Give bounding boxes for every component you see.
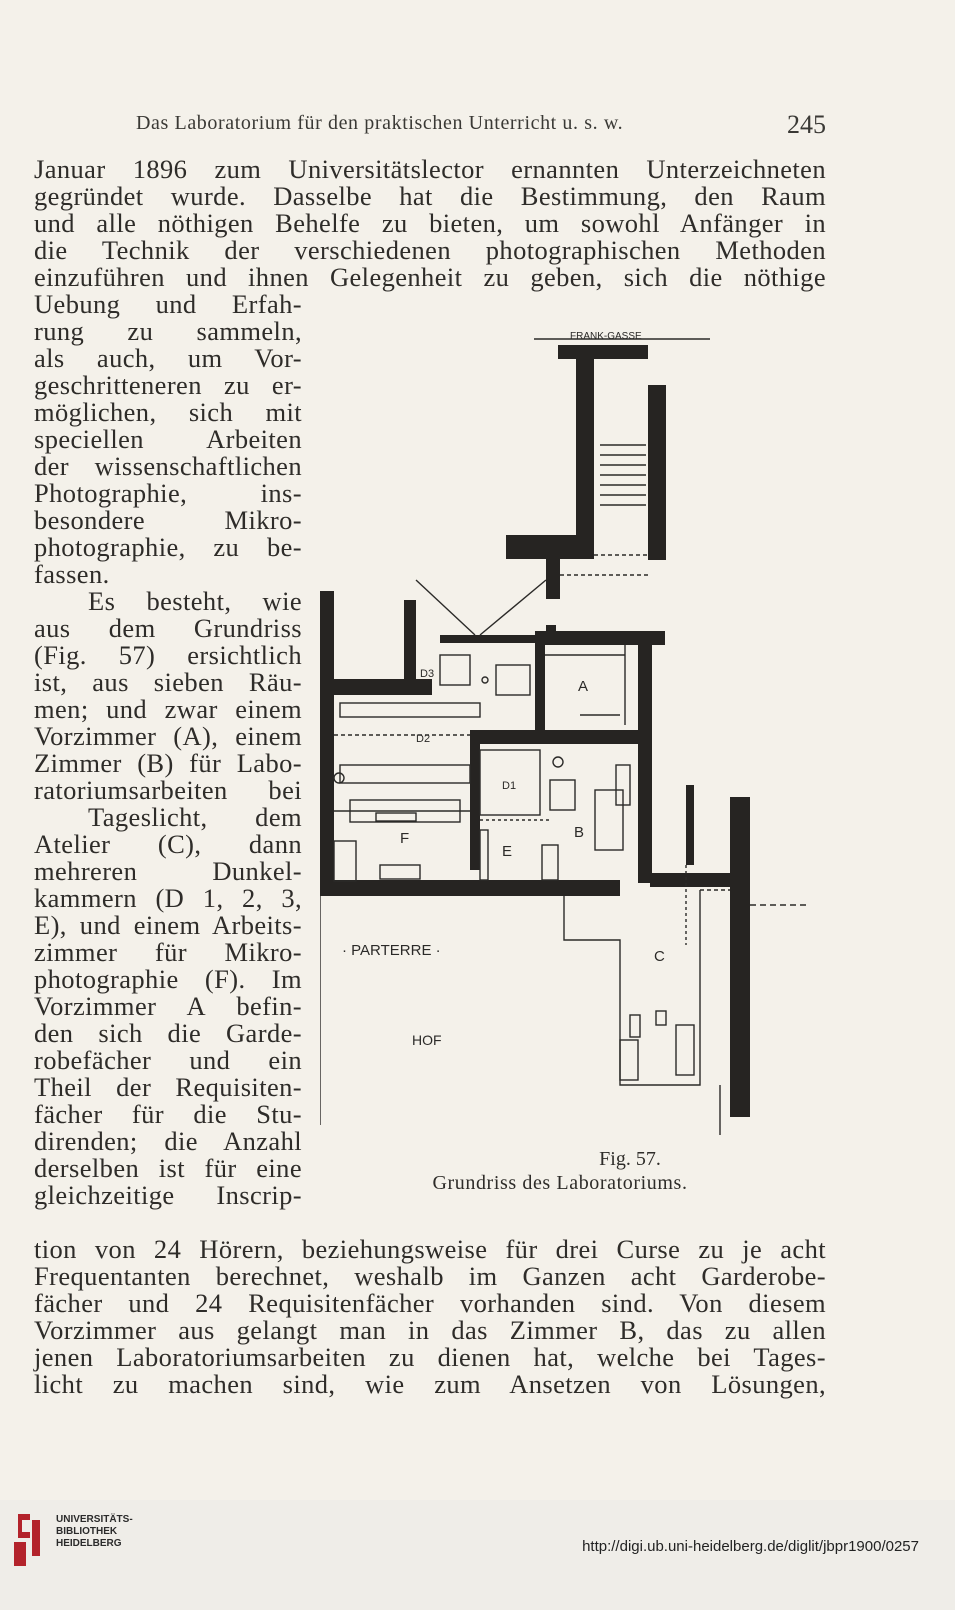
- text-line: (Fig. 57) ersichtlich: [34, 640, 302, 670]
- text-line: Frequentanten berechnet, weshalb im Ganzen acht Garderobe-: [34, 1261, 826, 1291]
- text-line: Photographie, ins-: [34, 478, 302, 508]
- library-name-line: HEIDELBERG: [56, 1538, 122, 1549]
- text-line: robefächer und ein: [34, 1045, 302, 1075]
- running-title: Das Laboratorium für den praktischen Unterricht u. s. w.: [136, 112, 624, 134]
- text-line: besondere Mikro-: [34, 505, 302, 535]
- library-name-line: BIBLIOTHEK: [56, 1526, 118, 1537]
- page-footer: [0, 1500, 955, 1610]
- text-line: fächer für die Stu-: [34, 1099, 302, 1129]
- text-line: Vorzimmer aus gelangt man in das Zimmer B, das zu allen: [34, 1315, 826, 1345]
- room-label-b: B: [574, 824, 585, 841]
- paragraph-top: [34, 156, 826, 291]
- figure-number: Fig. 57.: [599, 1148, 661, 1170]
- text-line: men; und zwar einem: [34, 694, 302, 724]
- text-line: direnden; die Anzahl: [34, 1126, 302, 1156]
- street-label: FRANK-GASSE: [570, 331, 642, 342]
- floor-plan-figure: [320, 325, 825, 1145]
- text-line: zimmer für Mikro-: [34, 937, 302, 967]
- text-line: fächer und 24 Requisitenfächer vorhanden sind. Von diesem: [34, 1288, 826, 1318]
- text-line: jenen Laboratoriumsarbeiten zu dienen hat, welche bei Tages-: [34, 1342, 826, 1372]
- text-line: kammern (D 1, 2, 3,: [34, 883, 302, 913]
- figure-caption: [380, 1148, 740, 1196]
- text-line: den sich die Garde-: [34, 1018, 302, 1048]
- text-line: geschritteneren zu er-: [34, 370, 302, 400]
- text-line: ist, aus sieben Räu-: [34, 667, 302, 697]
- text-line: E), und einem Arbeits-: [34, 910, 302, 940]
- text-line: Vorzimmer A befin-: [34, 991, 302, 1021]
- text-line: als auch, um Vor-: [34, 343, 302, 373]
- text-line: Theil der Requisiten-: [34, 1072, 302, 1102]
- text-line: rung zu sammeln,: [34, 316, 302, 346]
- court-label: HOF: [412, 1032, 442, 1048]
- text-line: ratoriumsarbeiten bei: [34, 775, 302, 805]
- text-line: gleichzeitige Inscrip-: [34, 1180, 302, 1210]
- text-line: derselben ist für eine: [34, 1153, 302, 1183]
- text-line: gegründet wurde. Dasselbe hat die Bestimmung, den Raum: [34, 181, 826, 211]
- figure-title: Grundriss des Laboratoriums.: [432, 1172, 688, 1194]
- source-url-link[interactable]: http://digi.ub.uni-heidelberg.de/diglit/jbpr1900/0257: [582, 1538, 919, 1555]
- text-line: mehreren Dunkel-: [34, 856, 302, 886]
- text-line: aus dem Grundriss: [34, 613, 302, 643]
- text-line: möglichen, sich mit: [34, 397, 302, 427]
- text-line: Vorzimmer (A), einem: [34, 721, 302, 751]
- text-line: Zimmer (B) für Labo-: [34, 748, 302, 778]
- text-line: licht zu machen sind, wie zum Ansetzen von Lösungen,: [34, 1369, 826, 1399]
- page-number: 245: [787, 110, 826, 139]
- room-label-d1: D1: [502, 780, 517, 792]
- text-line: tion von 24 Hörern, beziehungsweise für drei Curse zu je acht: [34, 1234, 826, 1264]
- university-logo-icon: [10, 1510, 44, 1570]
- text-line: fassen.: [34, 559, 110, 589]
- text-line: Uebung und Erfah-: [34, 289, 302, 319]
- paragraph-side-column: [34, 291, 302, 1209]
- text-line: Atelier (C), dann: [34, 829, 302, 859]
- room-label-c: C: [654, 948, 665, 965]
- floor-plan-drawing: [320, 325, 825, 1145]
- text-line: Januar 1896 zum Universitätslector ernannten Unterzeichneten: [34, 154, 826, 184]
- floor-label: · PARTERRE ·: [342, 942, 441, 959]
- text-line: Tageslicht, dem: [88, 802, 302, 832]
- text-line: speciellen Arbeiten: [34, 424, 302, 454]
- text-line: einzuführen und ihnen Gelegenheit zu geben, sich die nöthige: [34, 262, 826, 292]
- room-label-d3: D3: [420, 668, 435, 680]
- text-line: photographie (F). Im: [34, 964, 302, 994]
- text-line: photographie, zu be-: [34, 532, 302, 562]
- library-name: [56, 1514, 133, 1550]
- room-label-f: F: [400, 830, 410, 847]
- room-label-a: A: [578, 678, 589, 695]
- text-line: die Technik der verschiedenen photographischen Methoden: [34, 235, 826, 265]
- text-line: der wissenschaftlichen: [34, 451, 302, 481]
- library-name-line: UNIVERSITÄTS-: [56, 1514, 133, 1525]
- room-label-e: E: [502, 843, 513, 860]
- paragraph-bottom: [34, 1236, 826, 1398]
- text-line: Es besteht, wie: [88, 586, 302, 616]
- room-label-d2: D2: [416, 733, 431, 745]
- text-line: und alle nöthigen Behelfe zu bieten, um sowohl Anfänger in: [34, 208, 826, 238]
- page-header: [136, 110, 826, 142]
